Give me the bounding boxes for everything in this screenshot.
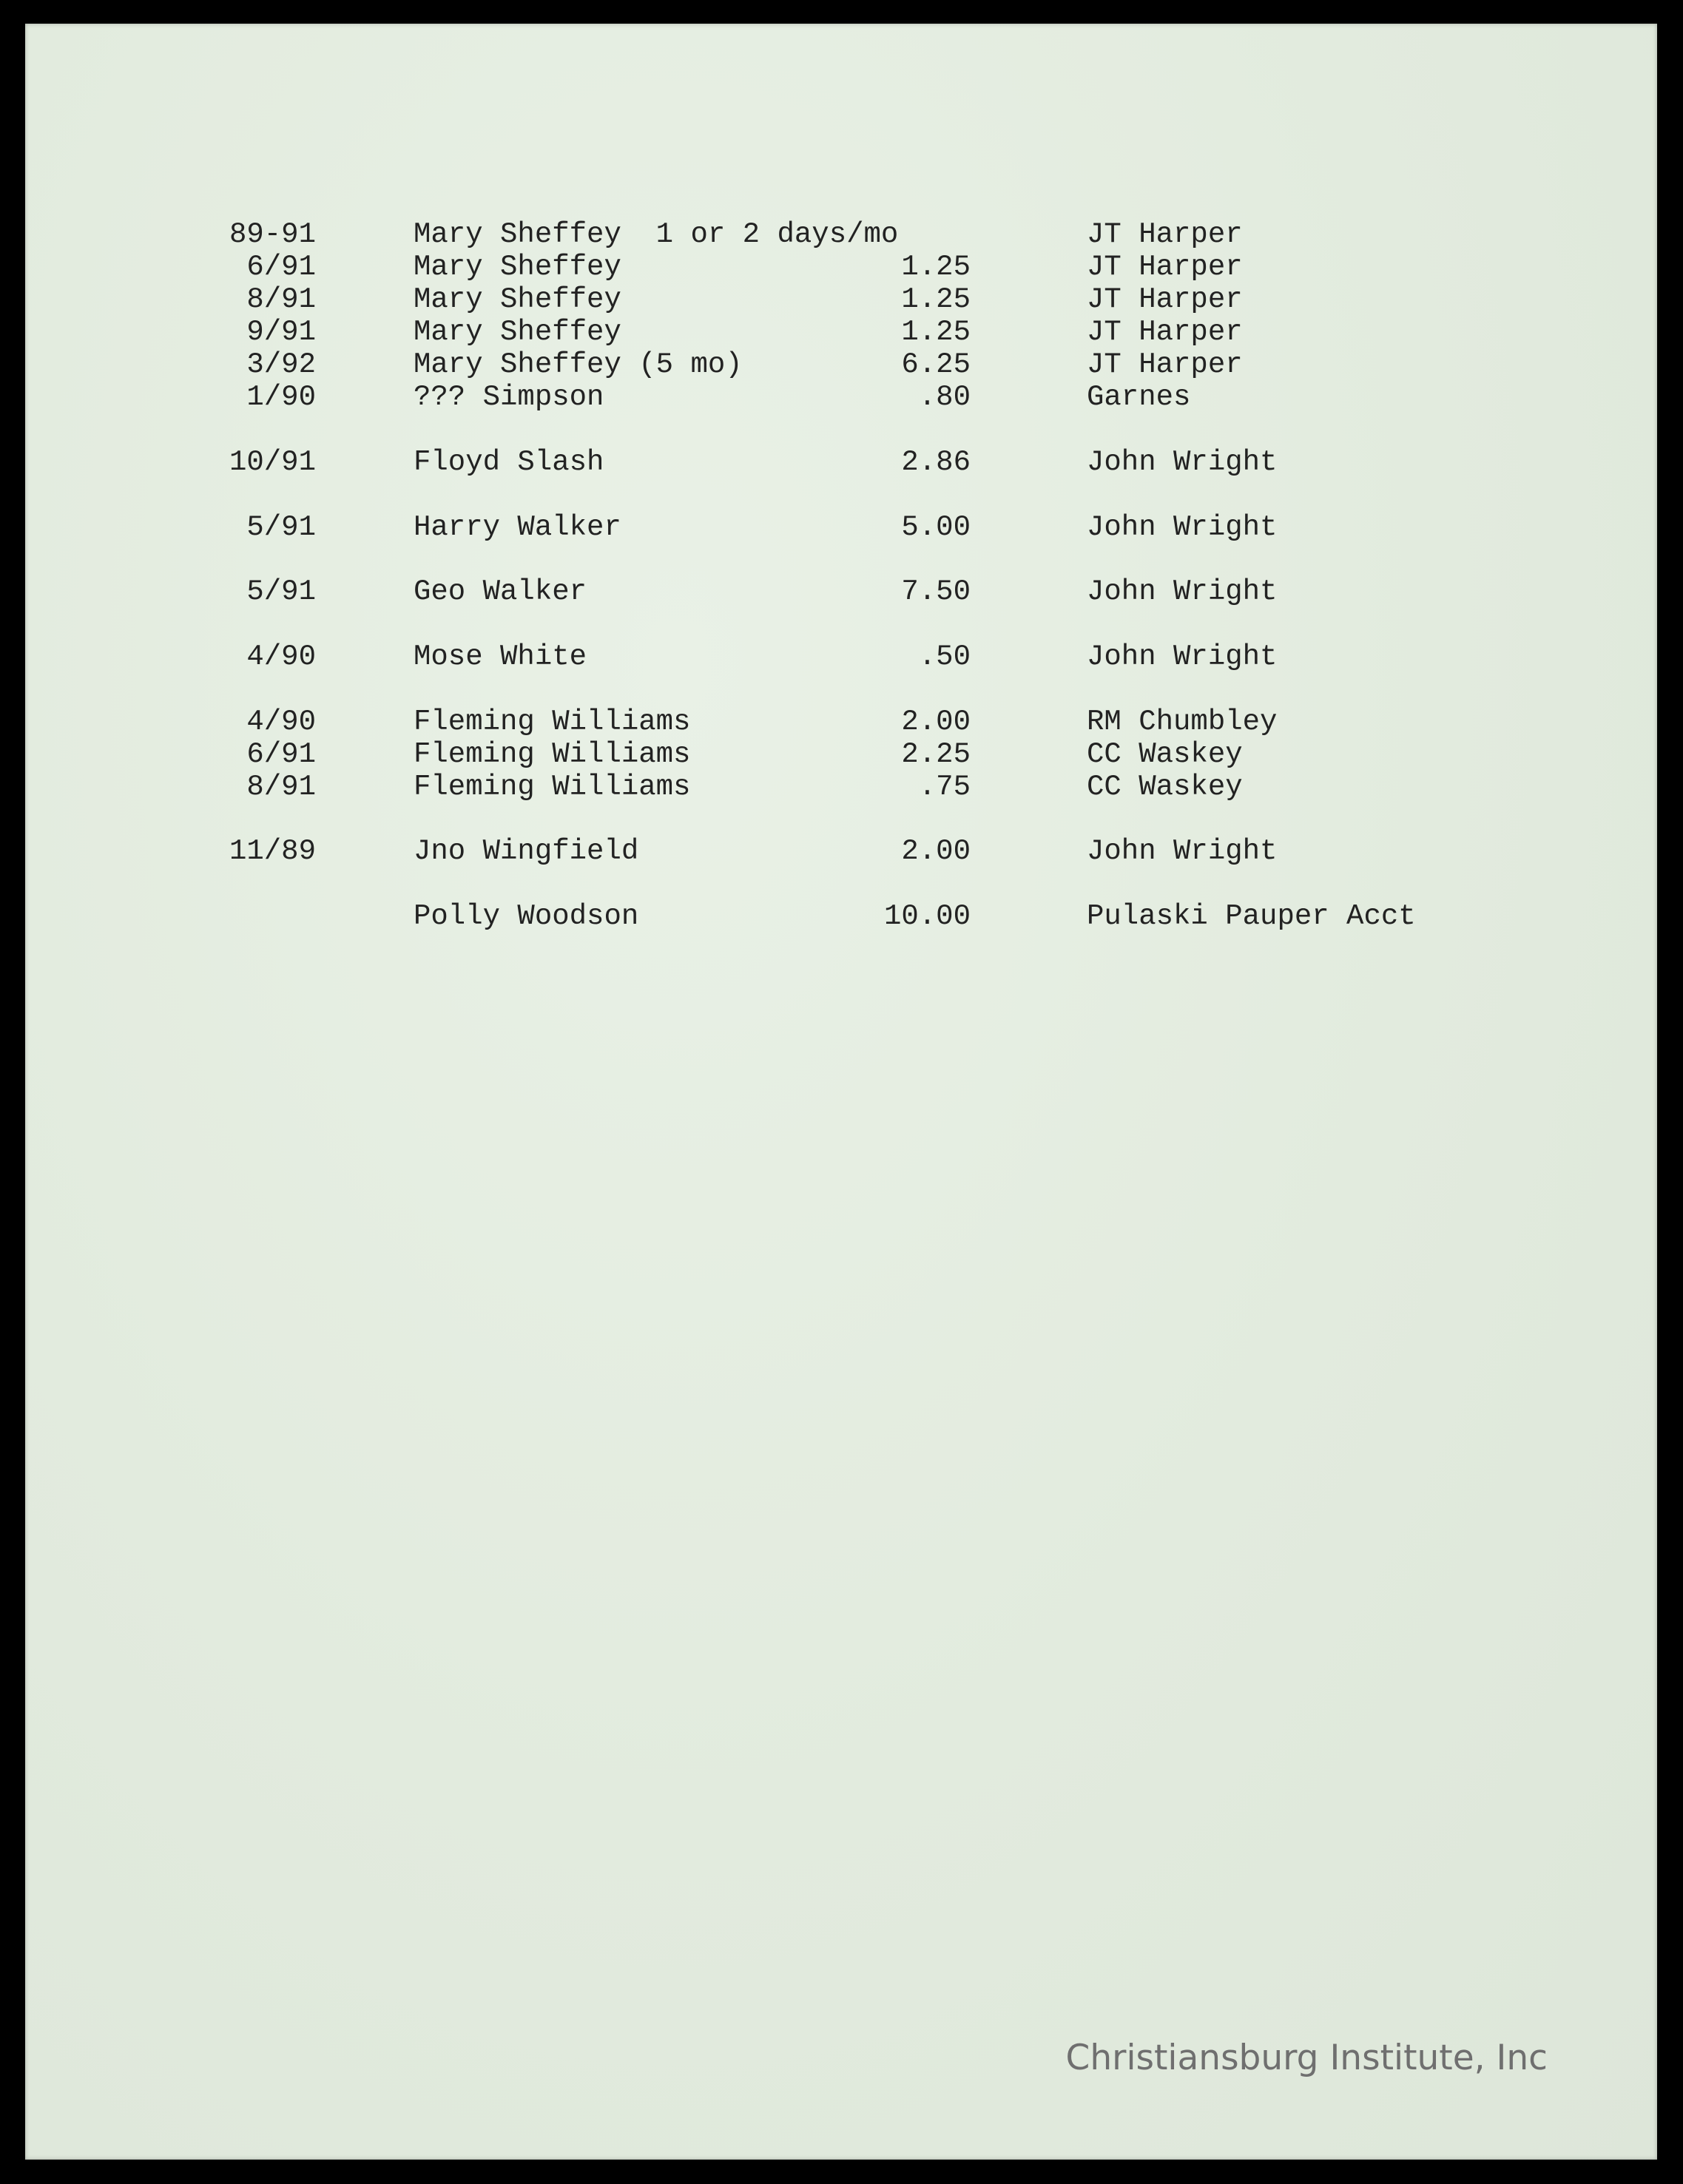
entry-date: 8/91 — [246, 283, 316, 316]
entry-name: Mary Sheffey 1 or 2 days/mo — [414, 218, 899, 251]
entry-payer: RM Chumbley — [1087, 706, 1278, 738]
entry-name: ??? Simpson — [414, 381, 604, 413]
entry-date: 5/91 — [246, 575, 316, 608]
entry-payer: JT Harper — [1087, 218, 1243, 251]
entry-date: 1/90 — [246, 381, 316, 413]
ledger-row — [25, 640, 1657, 673]
entry-payer: CC Waskey — [1087, 738, 1243, 771]
entry-name: Mary Sheffey (5 mo) — [414, 348, 743, 381]
ledger-row — [25, 575, 1657, 608]
entry-amount: 10.00 — [883, 900, 971, 933]
entry-payer: John Wright — [1087, 575, 1278, 608]
entry-date: 6/91 — [246, 738, 316, 771]
entry-amount: 1.25 — [901, 283, 971, 316]
entry-name: Geo Walker — [414, 575, 587, 608]
entry-payer: JT Harper — [1087, 348, 1243, 381]
ledger-row — [25, 511, 1657, 544]
entry-payer: John Wright — [1087, 511, 1278, 544]
entry-date: 4/90 — [246, 706, 316, 738]
entry-payer: Garnes — [1087, 381, 1191, 413]
entry-date: 9/91 — [246, 316, 316, 348]
entry-date: 3/92 — [246, 348, 316, 381]
entry-payer: JT Harper — [1087, 316, 1243, 348]
entry-date: 10/91 — [229, 446, 316, 479]
entry-amount: 1.25 — [901, 251, 971, 283]
ledger-row — [25, 900, 1657, 933]
ledger-row — [25, 738, 1657, 771]
ledger-row — [25, 251, 1657, 283]
entry-name: Harry Walker — [414, 511, 621, 544]
entry-payer: Pulaski Pauper Acct — [1087, 900, 1416, 933]
ledger-row — [25, 316, 1657, 348]
entry-payer: CC Waskey — [1087, 771, 1243, 803]
ledger-table — [25, 24, 1657, 2160]
entry-date: 6/91 — [246, 251, 316, 283]
entry-amount: 6.25 — [901, 348, 971, 381]
entry-date: 4/90 — [246, 640, 316, 673]
entry-name: Mary Sheffey — [414, 251, 621, 283]
ledger-row — [25, 706, 1657, 738]
ledger-row — [25, 835, 1657, 868]
entry-amount: 5.00 — [901, 511, 971, 544]
entry-amount: .50 — [918, 640, 971, 673]
entry-amount: 2.25 — [901, 738, 971, 771]
entry-payer: John Wright — [1087, 835, 1278, 868]
entry-amount: 7.50 — [901, 575, 971, 608]
ledger-row — [25, 446, 1657, 479]
entry-date: 89-91 — [229, 218, 316, 251]
ledger-row — [25, 348, 1657, 381]
entry-payer: John Wright — [1087, 640, 1278, 673]
entry-name: Floyd Slash — [414, 446, 604, 479]
entry-payer: JT Harper — [1087, 251, 1243, 283]
entry-date: 8/91 — [246, 771, 316, 803]
document-page — [25, 24, 1657, 2160]
entry-amount: .75 — [918, 771, 971, 803]
watermark-text: Christiansburg Institute, Inc — [1065, 2038, 1548, 2078]
entry-amount: 2.00 — [901, 835, 971, 868]
entry-name: Fleming Williams — [414, 706, 691, 738]
entry-name: Mary Sheffey — [414, 283, 621, 316]
entry-payer: John Wright — [1087, 446, 1278, 479]
entry-name: Polly Woodson — [414, 900, 639, 933]
entry-amount: 2.00 — [901, 706, 971, 738]
entry-amount: .80 — [918, 381, 971, 413]
entry-name: Fleming Williams — [414, 771, 691, 803]
ledger-row — [25, 218, 1657, 251]
entry-date: 11/89 — [229, 835, 316, 868]
entry-amount: 1.25 — [901, 316, 971, 348]
entry-name: Mary Sheffey — [414, 316, 621, 348]
entry-name: Mose White — [414, 640, 587, 673]
ledger-row — [25, 381, 1657, 413]
ledger-row — [25, 283, 1657, 316]
entry-payer: JT Harper — [1087, 283, 1243, 316]
entry-name: Fleming Williams — [414, 738, 691, 771]
ledger-row — [25, 771, 1657, 803]
entry-amount: 2.86 — [901, 446, 971, 479]
entry-date: 5/91 — [246, 511, 316, 544]
entry-name: Jno Wingfield — [414, 835, 639, 868]
